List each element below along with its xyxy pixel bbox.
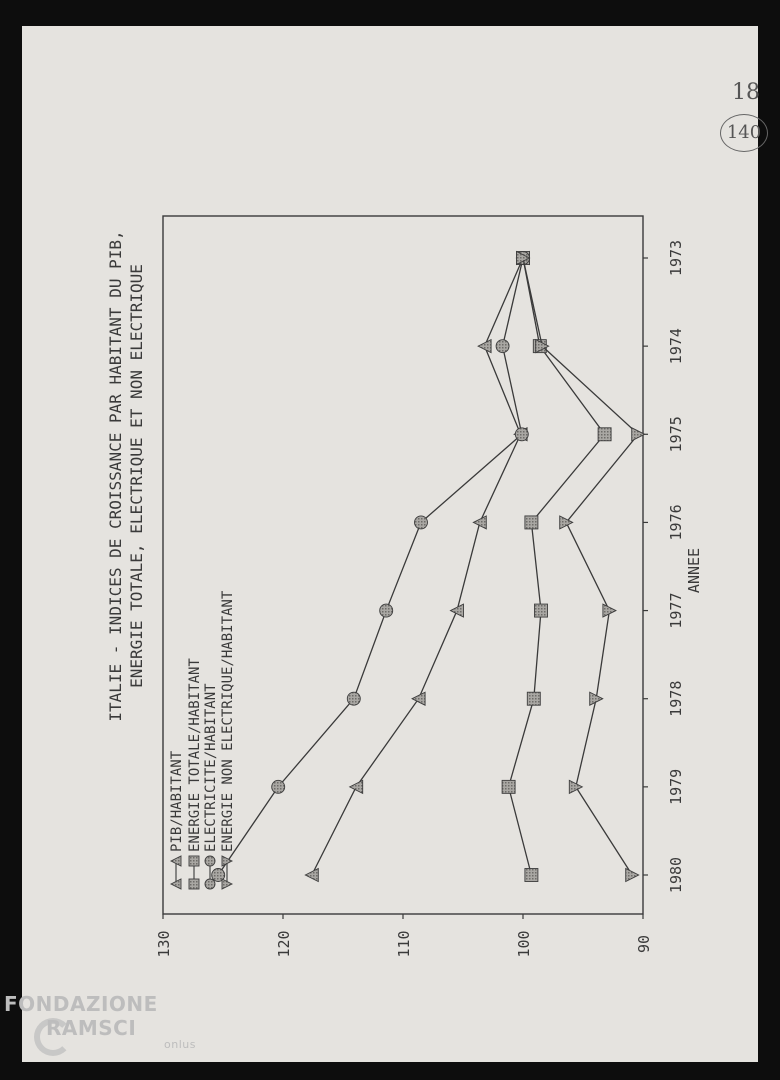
data-point-series-3 <box>515 428 528 441</box>
page-number: 18 <box>732 80 760 105</box>
x-tick-label: 1979 <box>667 768 685 805</box>
data-point-series-3 <box>347 692 360 705</box>
chart-title-line2: ENERGIE TOTALE, ELECTRIQUE ET NON ELECTRIQUE <box>127 264 146 688</box>
plot-area <box>106 216 703 958</box>
data-point-series-4 <box>590 692 603 705</box>
data-point-series-2 <box>598 428 611 441</box>
data-point-series-4 <box>603 604 616 617</box>
watermark-g-icon <box>34 1018 72 1056</box>
y-tick-label: 90 <box>635 934 653 954</box>
data-point-series-2 <box>527 692 540 705</box>
data-point-series-3 <box>496 340 509 353</box>
watermark-line2: RAMSCI <box>46 1016 137 1040</box>
x-tick-label: 1977 <box>667 592 685 629</box>
x-axis-label: ANNEE <box>685 547 703 594</box>
legend-label-1: PIB/HABITANT <box>169 750 185 852</box>
data-point-series-1 <box>305 869 318 882</box>
data-point-series-1 <box>478 340 491 353</box>
legend-marker-2 <box>189 879 199 889</box>
x-tick-label: 1975 <box>667 416 685 453</box>
legend-marker-2 <box>189 856 199 866</box>
x-tick-label: 1980 <box>667 856 685 894</box>
data-point-series-2 <box>525 516 538 529</box>
data-point-series-3 <box>272 780 285 793</box>
legend-label-2: ENERGIE TOTALE/HABITANT <box>187 658 203 852</box>
x-tick-label: 1973 <box>667 239 685 277</box>
data-point-series-1 <box>350 780 363 793</box>
y-tick-label: 130 <box>155 930 173 958</box>
y-tick-label: 110 <box>395 930 413 958</box>
x-tick-label: 1976 <box>667 504 685 541</box>
data-point-series-2 <box>525 869 538 882</box>
series-line-3 <box>218 258 523 875</box>
y-tick-label: 120 <box>275 930 293 958</box>
data-point-series-1 <box>412 692 425 705</box>
data-point-series-3 <box>380 604 393 617</box>
chart <box>22 26 758 1062</box>
data-point-series-2 <box>502 780 515 793</box>
data-point-series-3 <box>415 516 428 529</box>
document-page <box>22 26 762 1062</box>
legend-marker-3 <box>205 856 215 866</box>
data-point-series-1 <box>473 516 486 529</box>
series-line-2 <box>509 258 605 875</box>
data-point-series-2 <box>535 604 548 617</box>
legend-label-3: ELECTRICITE/HABITANT <box>203 683 219 852</box>
data-point-series-4 <box>569 780 582 793</box>
x-tick-label: 1974 <box>667 328 685 365</box>
watermark-line3: onlus <box>164 1038 196 1051</box>
watermark-logo <box>4 992 196 1050</box>
legend-marker-3 <box>205 879 215 889</box>
x-tick-label: 1978 <box>667 680 685 717</box>
chart-title-line1: ITALIE - INDICES DE CROISSANCE PAR HABITANT DU PIB, <box>106 230 125 722</box>
legend-label-4: ENERGIE NON ELECTRIQUE/HABITANT <box>220 590 236 852</box>
data-point-series-4 <box>626 869 639 882</box>
y-tick-label: 100 <box>515 930 533 958</box>
page-number-circled: 140 <box>720 114 768 152</box>
watermark-line1: FONDAZIONE <box>4 992 158 1016</box>
data-point-series-1 <box>451 604 464 617</box>
